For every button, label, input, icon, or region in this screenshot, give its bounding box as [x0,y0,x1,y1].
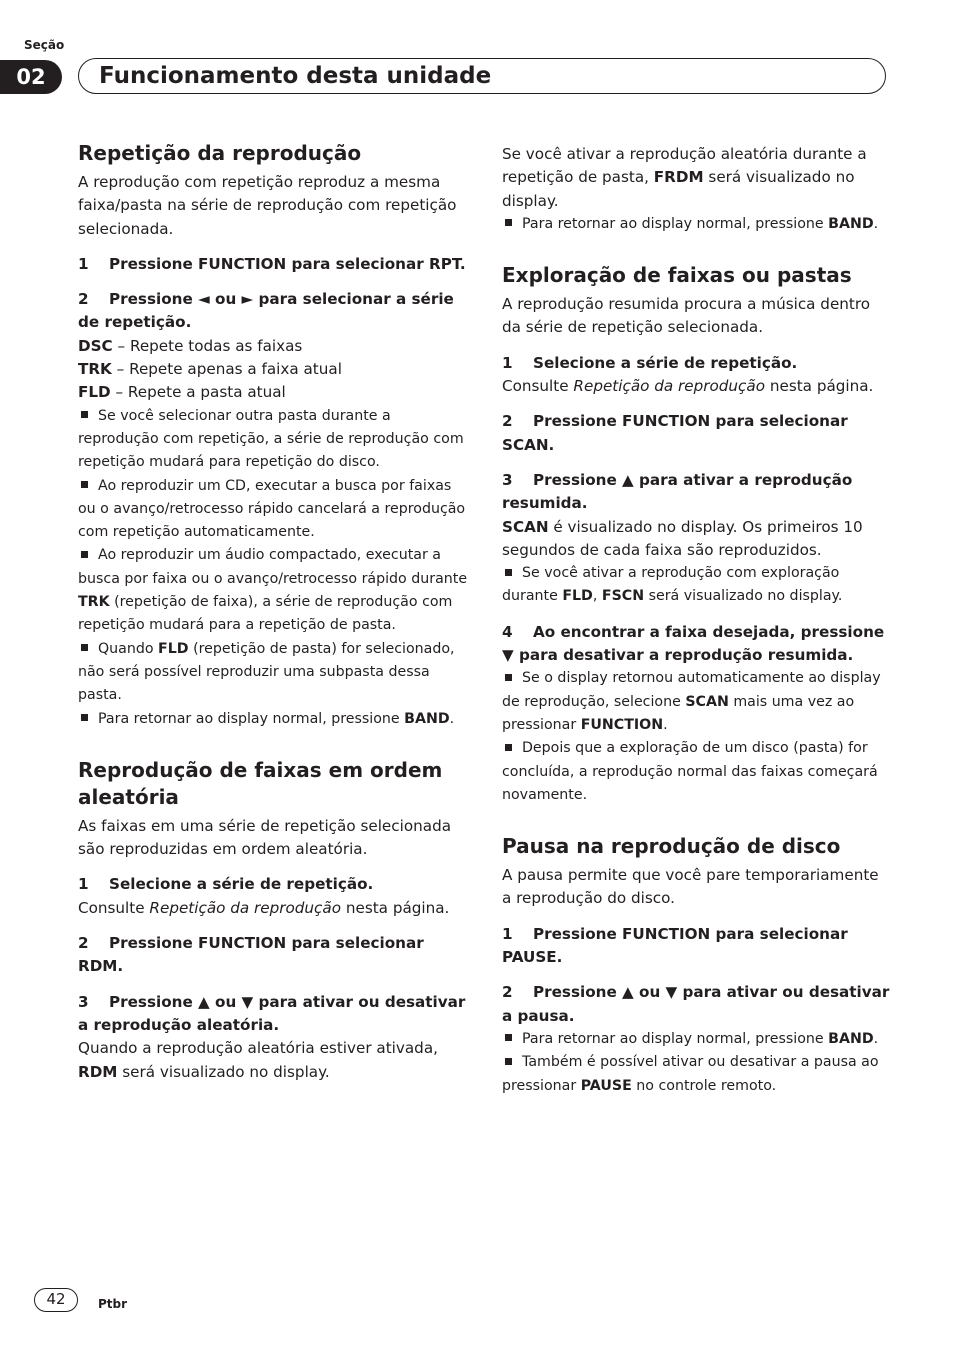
random-step-3-text: Quando a reprodução aleatória estiver ativada, RDM será visualizado no display. [78,1039,438,1081]
left-column [78,140,470,1084]
title-pill [78,58,886,94]
bullet-note: Ao reproduzir um CD, executar a busca por faixas ou o avanço/retrocesso rápido cancelará a reprodução com repetição automaticamente. [78,477,466,541]
scan-step-1-text: Consulte Repetição da reprodução nesta página. [502,377,874,396]
scan-step-3: 3 Pressione ▲ para ativar a reprodução resumida. [502,470,853,513]
pause-step-1: 1 Pressione FUNCTION para selecionar PAUSE. [502,924,848,967]
section-number: 02 [0,60,62,94]
bullet-note: Para retornar ao display normal, pressione BAND. [502,213,892,236]
heading-repeat: Repetição da reprodução [78,141,362,165]
random-step-2: 2 Pressione FUNCTION para selecionar RDM. [78,934,424,976]
page-title: Funcionamento desta unidade [99,63,492,89]
scan-step-2: 2 Pressione FUNCTION para selecionar SCAN. [502,412,848,454]
option-trk: TRK – Repete apenas a faixa atual [78,360,342,379]
section-label: Seção [24,38,65,52]
option-fld: FLD – Repete a pasta atual [78,383,286,402]
right-column [502,143,892,1098]
bullet-note: Se você ativar a reprodução com exploração durante FLD, FSCN será visualizado no display. [502,565,843,605]
heading-pause: Pausa na reprodução de disco [502,834,841,859]
bullet-note: Ao reproduzir um áudio compactado, executar a busca por faixa ou o avanço/retrocesso rápido durante TRK (repetição de faixa), a série de reprodução com repetição mudará para a repetição de pasta. [78,547,468,634]
bullet-note: Também é possível ativar ou desativar a pausa ao pressionar PAUSE no controle remoto. [502,1054,879,1094]
option-dsc: DSC – Repete todas as faixas [78,336,303,355]
bullet-note: Quando FLD (repetição de pasta) for selecionado, não será possível reproduzir uma subpasta dessa pasta. [78,640,455,704]
page-number: 42 [34,1288,78,1312]
scan-step-3-text: SCAN é visualizado no display. Os primeiros 10 segundos de cada faixa são reproduzidos. [502,517,863,559]
bullet-note: Se o display retornou automaticamente ao display de reprodução, selecione SCAN mais uma vez ao pressionar FUNCTION. [502,670,881,733]
heading-scan: Exploração de faixas ou pastas [502,263,852,288]
heading-random: Reprodução de faixas em ordem aleatória [78,757,443,809]
random-step-1: 1 Selecione a série de repetição. [78,875,374,894]
bullet-note: Para retornar ao display normal, pressione BAND. [78,708,470,731]
bullet-note: Para retornar ao display normal, pressione BAND. [502,1028,892,1051]
random-intro: As faixas em uma série de repetição selecionada são reproduzidas em ordem aleatória. [78,816,452,859]
random-step-1-text: Consulte Repetição da reprodução nesta página. [78,898,450,917]
repeat-intro: A reprodução com repetição reproduz a mesma faixa/pasta na série de reprodução com repetição selecionada. [78,173,457,238]
pause-intro: A pausa permite que você pare temporariamente a reprodução do disco. [502,866,879,908]
bullet-note: Depois que a exploração de um disco (pasta) for concluída, a reprodução normal das faixas começará novamente. [502,740,878,803]
repeat-step-1: 1 Pressione FUNCTION para selecionar RPT. [78,254,466,273]
pause-step-2: 2 Pressione ▲ ou ▼ para ativar ou desativar a pausa. [502,983,890,1025]
random-continued: Se você ativar a reprodução aleatória durante a repetição de pasta, FRDM será visualizado no display. [502,145,867,210]
bullet-note: Se você selecionar outra pasta durante a reprodução com repetição, a série de reprodução com repetição mudará para repetição do disco. [78,407,464,471]
random-step-3: 3 Pressione ▲ ou ▼ para ativar ou desativar a reprodução aleatória. [78,992,466,1034]
language-code: Ptbr [98,1297,128,1311]
scan-intro: A reprodução resumida procura a música dentro da série de repetição selecionada. [502,295,871,337]
scan-step-1: 1 Selecione a série de repetição. [502,353,798,372]
repeat-step-2: 2 Pressione ◄ ou ► para selecionar a série de repetição. [78,290,454,332]
scan-step-4: 4 Ao encontrar a faixa desejada, pressione ▼ para desativar a reprodução resumida. [502,622,885,665]
